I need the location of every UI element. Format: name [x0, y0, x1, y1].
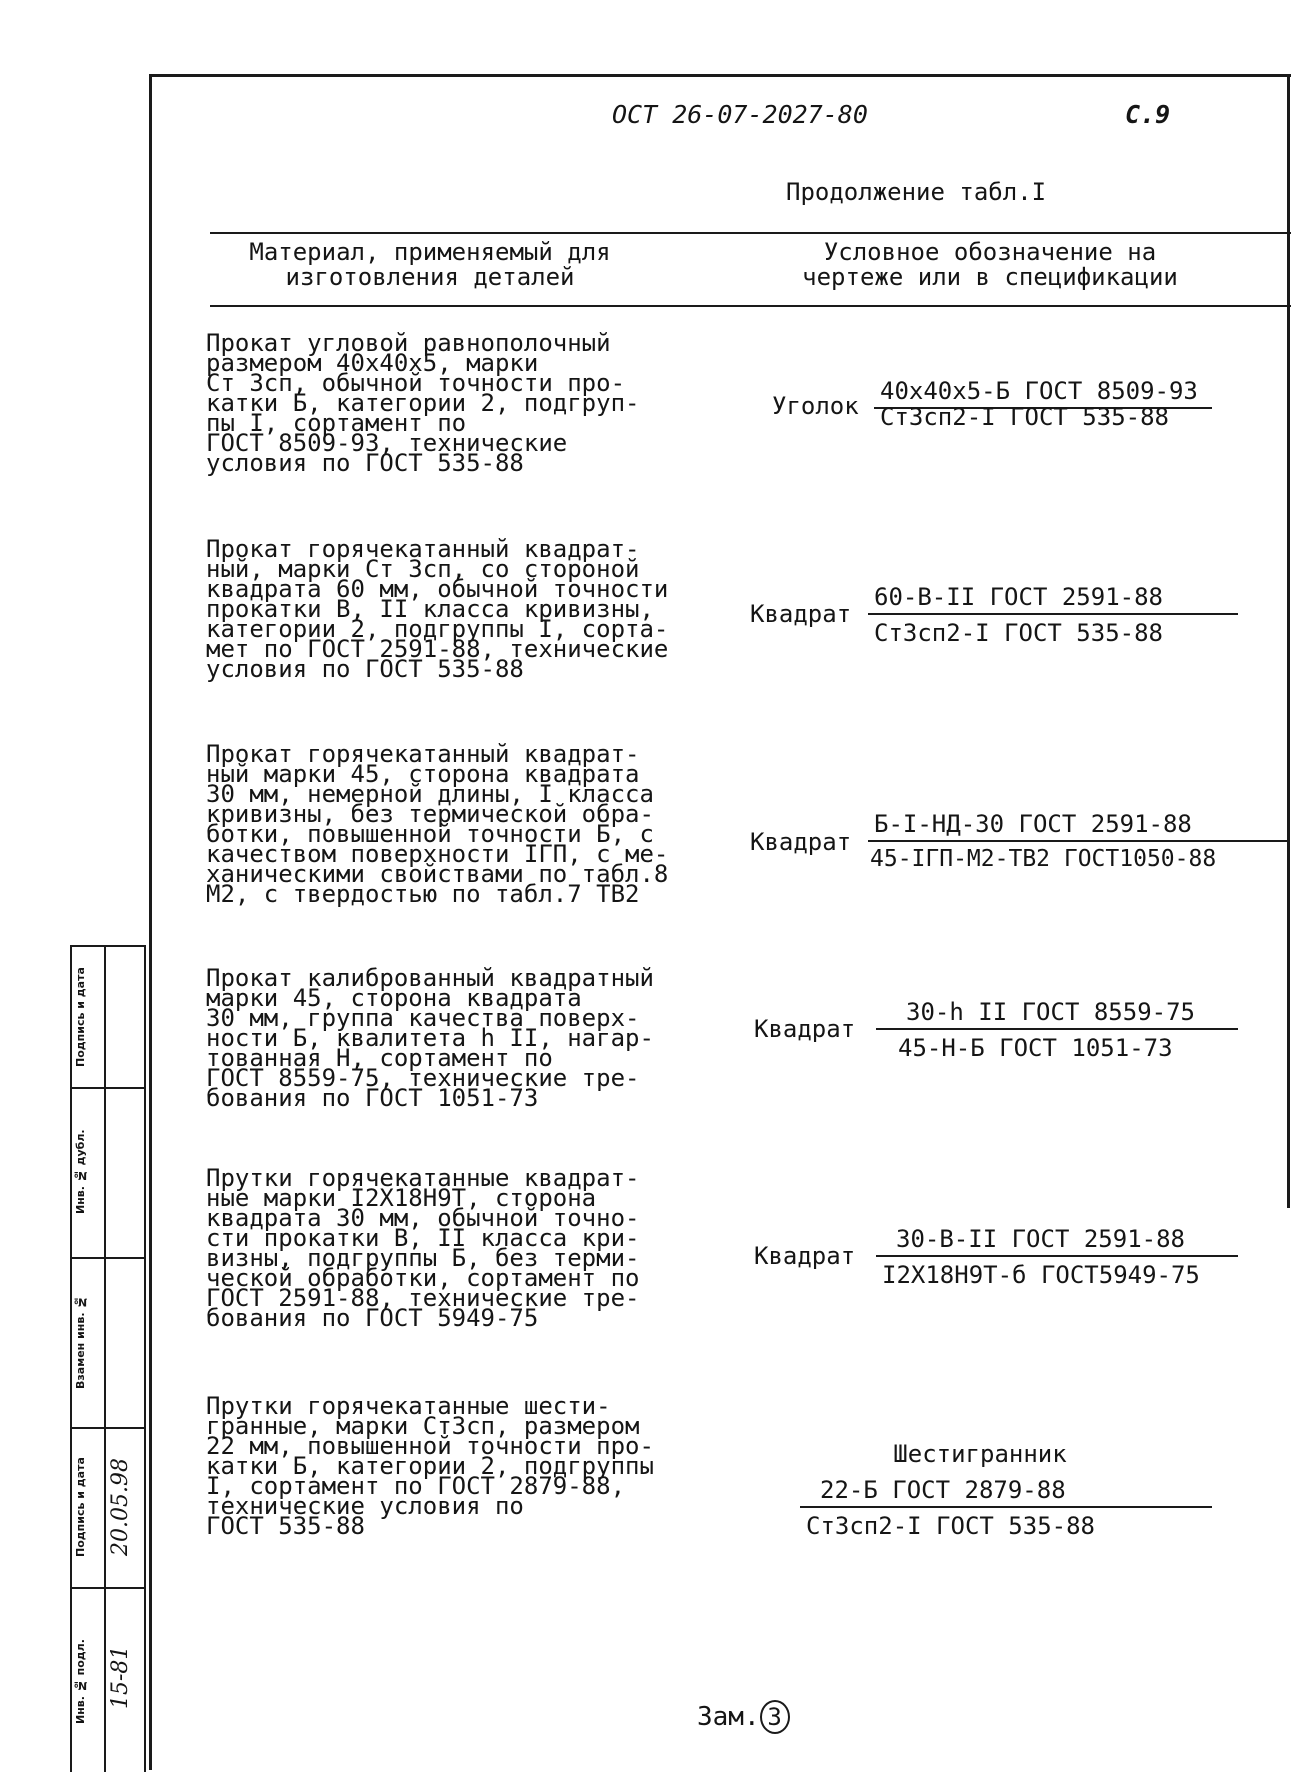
stamp-column-divider [104, 947, 106, 1772]
stamp-separator [72, 1427, 144, 1429]
material-description: Прутки горячекатанные квадрат- ные марки I2Х18Н9Т, сторона квадрата 30 мм, обычной точно- сти прокатки В, II класса кри- визны, подгруппы Б, без терми- ческой обработки, сортамент по ГОСТ 2591-88, технические тре- бования по ГОСТ 5949-75 [206, 1164, 640, 1332]
fraction-bar [876, 1028, 1238, 1030]
frame-top-border [149, 74, 1291, 77]
designation-denominator: Ст3сп2-I ГОСТ 535-88 [874, 619, 1163, 647]
change-note [697, 1700, 790, 1734]
change-number-circle: 3 [760, 1700, 790, 1734]
designation-fraction [876, 998, 1238, 1062]
profile-label: Шестигранник [893, 1440, 1067, 1468]
profile-label: Квадрат [750, 600, 852, 628]
designation-fraction [874, 377, 1212, 431]
designation-numerator: Б-I-НД-30 ГОСТ 2591-88 [874, 810, 1192, 838]
change-prefix: Зам. [697, 1702, 760, 1732]
profile-label: Квадрат [750, 828, 852, 856]
designation-fraction [800, 1476, 1212, 1540]
frame-right-border [1287, 74, 1290, 1208]
material-description: Прокат горячекатанный квадрат- ный марки 45, сторона квадрата 30 мм, немерной длины, I класса кривизны, без термической обра- ботки, повышенной точности Б, с качеством поверхности IГП, с ме- ханическими свойствами по табл.8 М2, с твердостью по табл.7 ТВ2 [206, 740, 669, 908]
document-code: ОСТ 26-07-2027-80 [612, 100, 868, 129]
stamp-label: Инв. № дубл. [74, 1129, 87, 1215]
stamp-separator [72, 1087, 144, 1089]
designation-numerator: 30-В-II ГОСТ 2591-88 [896, 1225, 1185, 1253]
page-number: С.9 [1125, 100, 1171, 129]
designation-denominator: 45-IГП-М2-ТВ2 ГОСТ1050-88 [870, 846, 1217, 872]
column-header-material: Материал, применяемый для изготовления деталей [249, 238, 611, 291]
fraction-bar [868, 613, 1238, 615]
stamp-label: Подпись и дата [74, 967, 87, 1067]
designation-denominator: Ст3сп2-I ГОСТ 535-88 [806, 1512, 1095, 1540]
fraction-bar [800, 1506, 1212, 1508]
table-continuation-title: Продолжение табл.I [786, 178, 1047, 206]
material-description: Прокат горячекатанный квадрат- ный, марки Ст 3сп, со стороной квадрата 60 мм, обычной точности прокатки В, II класса кривизны, категории 2, подгруппы I, сорта- мет по ГОСТ 2591-88, технические условия по ГОСТ 535-88 [206, 535, 669, 683]
stamp-separator [72, 1587, 144, 1589]
designation-fraction [868, 810, 1290, 872]
designation-denominator: 45-Н-Б ГОСТ 1051-73 [898, 1034, 1173, 1062]
stamp-label: Инв. № подл. [74, 1639, 87, 1725]
designation-numerator: 22-Б ГОСТ 2879-88 [820, 1476, 1066, 1504]
table-header-rule [210, 305, 1291, 307]
profile-label: Уголок [772, 392, 859, 420]
material-description: Прутки горячекатанные шести- гранные, марки Ст3сп, размером 22 мм, повышенной точности про- катки Б, категории 2, подгруппы I, сортамент по ГОСТ 2879-88, технические условия по ГОСТ 535-88 [206, 1392, 654, 1540]
designation-numerator: 30-h II ГОСТ 8559-75 [906, 998, 1195, 1026]
designation-numerator: 40х40х5-Б ГОСТ 8509-93 [880, 377, 1198, 405]
material-description: Прокат угловой равнополочный размером 40х40х5, марки Ст 3сп, обычной точности про- катки Б, категории 2, подгруп- пы I, сортамент по ГОСТ 8509-93, технические условия по ГОСТ 535-88 [206, 329, 640, 477]
stamp-label: Подпись и дата [74, 1457, 87, 1557]
fraction-bar [876, 1255, 1238, 1257]
column-header-designation: Условное обозначение на чертеже или в спецификации [802, 238, 1178, 291]
designation-denominator: I2Х18Н9Т-б ГОСТ5949-75 [882, 1261, 1200, 1289]
stamp-signature-date: 20.05.98 [108, 1458, 133, 1556]
designation-numerator: 60-В-II ГОСТ 2591-88 [874, 583, 1163, 611]
stamp-separator [72, 1257, 144, 1259]
stamp-label: Взамен инв. № [74, 1295, 87, 1389]
designation-fraction [868, 583, 1238, 647]
designation-denominator: Ст3сп2-I ГОСТ 535-88 [880, 403, 1169, 431]
frame-left-border [149, 74, 152, 1770]
profile-label: Квадрат [754, 1242, 856, 1270]
designation-fraction [876, 1225, 1238, 1289]
stamp-inventory-number: 15-81 [108, 1645, 133, 1709]
profile-label: Квадрат [754, 1015, 856, 1043]
fraction-bar [868, 840, 1290, 842]
table-top-rule [210, 232, 1291, 234]
material-description: Прокат калиброванный квадратный марки 45, сторона квадрата 30 мм, группа качества поверх- ности Б, квалитета h II, нагар- тованная Н, сортамент по ГОСТ 8559-75, технические тре- бования по ГОСТ 1051-73 [206, 964, 654, 1112]
side-stamp [70, 945, 146, 1772]
